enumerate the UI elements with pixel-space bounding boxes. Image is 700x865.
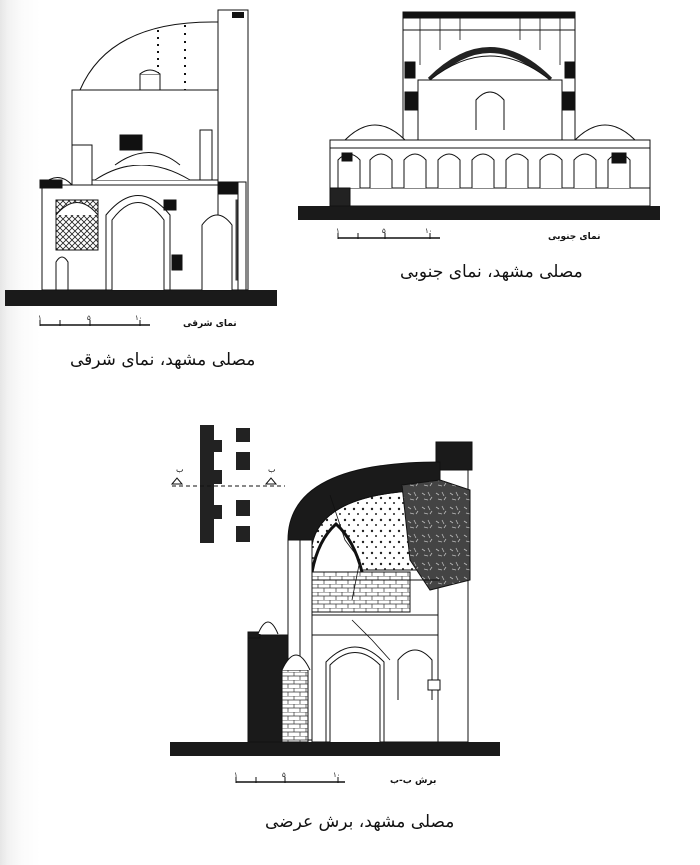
- ground-band: [5, 290, 277, 306]
- plan-key: [200, 425, 250, 543]
- east-elevation-drawing: [5, 10, 277, 326]
- east-scale-tick-1: ۱: [38, 314, 42, 322]
- ground-band: [298, 206, 660, 220]
- section-marker-right: ب: [268, 465, 276, 474]
- section-scale-tick-5: ۵: [282, 771, 286, 779]
- east-elevation-caption: مصلی مشهد، نمای شرقی: [70, 350, 256, 370]
- south-elevation-label: نمای جنوبی: [548, 232, 601, 242]
- arcade-arches: [338, 154, 630, 188]
- ground-band: [170, 742, 500, 756]
- cross-section-drawing: [170, 425, 500, 783]
- section-scale-tick-10: ۱۰: [333, 771, 341, 779]
- cross-section-caption: مصلی مشهد، برش عرضی: [265, 812, 455, 832]
- cross-section-label: برش ب-ب: [390, 776, 437, 786]
- south-scale-tick-5: ۵: [382, 227, 386, 235]
- east-scale-tick-10: ۱۰: [135, 314, 143, 322]
- south-scale-tick-1: ۱: [336, 227, 340, 235]
- east-elevation-label: نمای شرقی: [183, 319, 237, 329]
- south-elevation-drawing: [298, 12, 660, 239]
- south-scale-tick-10: ۱۰: [425, 227, 433, 235]
- south-elevation-caption: مصلی مشهد، نمای جنوبی: [400, 262, 583, 282]
- east-scale-tick-5: ۵: [87, 314, 91, 322]
- section-marker-left: ب: [176, 465, 184, 474]
- section-scale-tick-1: ۱: [234, 771, 238, 779]
